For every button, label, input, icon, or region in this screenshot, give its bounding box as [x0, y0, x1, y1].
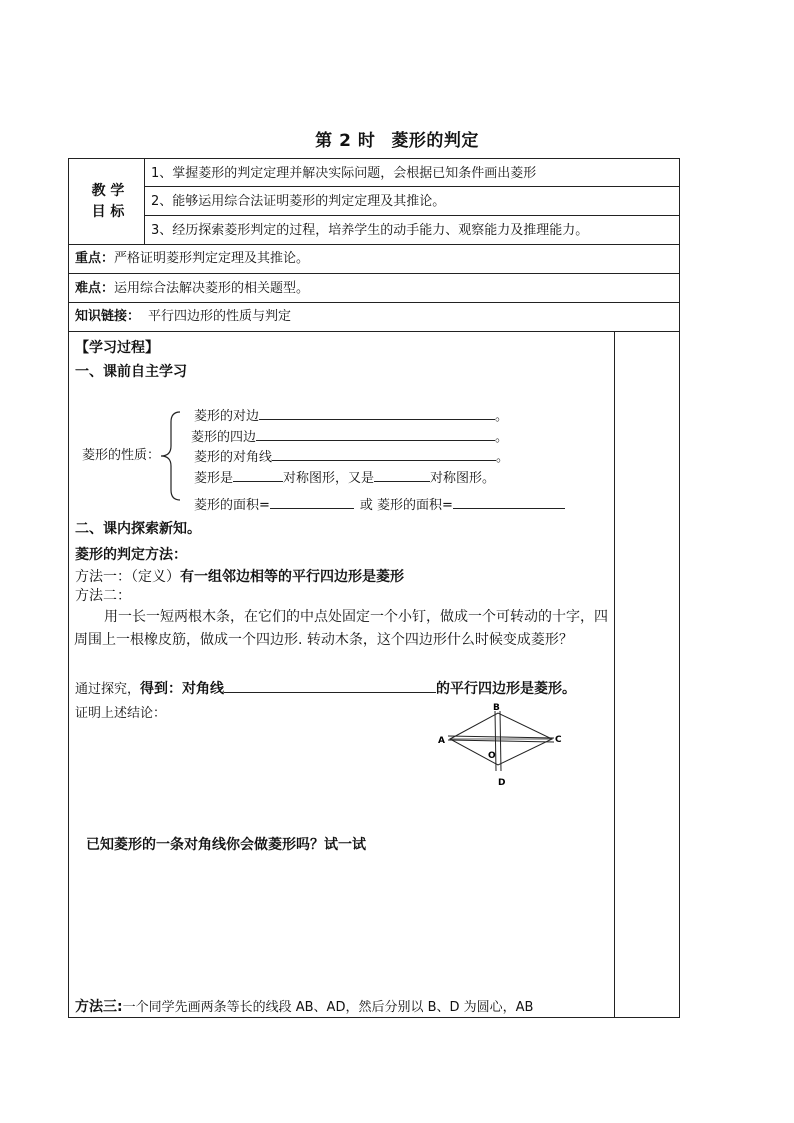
key-point-label: 重点： [75, 251, 115, 266]
method-1-label: 方法一：（定义） [75, 569, 180, 585]
prove-prompt: 证明上述结论： [75, 706, 167, 721]
property-label: 菱形的性质： [82, 448, 161, 463]
symmetry-label-a: 菱形是 [194, 471, 234, 486]
blank-opposite-sides[interactable] [259, 406, 495, 420]
area-label-b: 或 菱形的面积= [359, 498, 453, 513]
method-1 [75, 569, 404, 585]
knowledge-link-label: 知识链接： [75, 309, 141, 324]
property-four-sides [191, 427, 508, 446]
period-1: 。 [495, 409, 509, 424]
conclusion-a: 通过探究， [75, 682, 141, 697]
objective-divider-2 [144, 215, 680, 216]
page-title [0, 126, 794, 151]
objective-divider-1 [144, 186, 680, 187]
objective-label-divider [144, 158, 145, 244]
key-point-row [75, 251, 309, 267]
method-3 [75, 999, 533, 1016]
difficulty-row [75, 281, 309, 297]
label-c: C [555, 735, 562, 745]
difficulty-label: 难点： [75, 281, 115, 296]
property-diagonals [194, 447, 509, 466]
curly-brace [158, 410, 184, 502]
difficulty-text: 运用综合法解决菱形的相关题型。 [114, 281, 310, 296]
blank-symmetry-2[interactable] [374, 468, 430, 482]
label-a: A [438, 736, 445, 746]
objectives-label-line2: 目 标 [91, 204, 125, 220]
area-label-a: 菱形的面积= [194, 498, 270, 513]
property-area [194, 495, 565, 514]
blank-four-sides[interactable] [256, 427, 495, 441]
notes-column-divider [614, 331, 615, 1017]
property-four-sides-label: 菱形的四边 [191, 430, 257, 445]
period-2: 。 [495, 430, 509, 445]
process-header: 【学习过程】 [75, 340, 159, 356]
property-diagonals-label: 菱形的对角线 [194, 450, 273, 465]
objective-item-3: 3、经历探索菱形判定的过程，培养学生的动手能力、观察能力及推理能力。 [151, 223, 589, 238]
conclusion-c: 的平行四边形是菱形。 [436, 681, 577, 697]
title-part2: 菱形的判定 [391, 131, 479, 151]
title-part1: 第 2 时 [315, 131, 376, 151]
table-border-left [68, 158, 69, 1018]
property-symmetry [194, 468, 495, 487]
period-3: 。 [496, 450, 510, 465]
conclusion-row [75, 679, 576, 698]
method-1-text: 有一组邻边相等的平行四边形是菱形 [180, 569, 404, 585]
blank-symmetry-1[interactable] [233, 468, 283, 482]
objective-item-2: 2、能够运用综合法证明菱形的判定定理及其推论。 [151, 194, 446, 209]
conclusion-b: 得到：对角线 [140, 681, 225, 697]
label-b: B [493, 703, 500, 713]
blank-conclusion[interactable] [224, 679, 436, 693]
label-o: O [488, 751, 496, 761]
method-2-paragraph [74, 606, 614, 652]
objectives-label-line1: 教 学 [91, 183, 125, 199]
symmetry-label-c: 对称图形。 [430, 471, 496, 486]
row-divider-key [68, 244, 680, 245]
question: 已知菱形的一条对角线你会做菱形吗？试一试 [86, 837, 366, 853]
row-divider-link [68, 302, 680, 303]
methods-title: 菱形的判定方法： [75, 547, 187, 563]
method-3-text: 一个同学先画两条等长的线段 AB、AD，然后分别以 B、D 为圆心，AB [122, 1000, 534, 1015]
table-border-top [68, 158, 680, 159]
property-opposite-sides-label: 菱形的对边 [194, 409, 260, 424]
property-opposite-sides [194, 406, 508, 425]
blank-diagonals[interactable] [272, 447, 496, 461]
method-2-label: 方法二： [75, 588, 131, 604]
knowledge-link-text: 平行四边形的性质与判定 [148, 309, 292, 324]
method-2-paragraph-text: 用一长一短两根木条，在它们的中点处固定一个小钉，做成一个可转动的十字，四周围上一根橡皮筋，做成一个四边形. 转动木条，这个四边形什么时候变成菱形？ [74, 609, 608, 648]
row-divider-process [68, 331, 680, 332]
objective-item-1: 1、掌握菱形的判定定理并解决实际问题，会根据已知条件画出菱形 [151, 166, 537, 181]
method-3-label: 方法三: [75, 999, 123, 1015]
section-2-heading: 二、课内探索新知。 [75, 521, 201, 537]
key-point-text: 严格证明菱形判定定理及其推论。 [114, 251, 310, 266]
table-border-bottom [68, 1017, 680, 1018]
section-1-heading: 一、课前自主学习 [75, 364, 187, 380]
label-d: D [498, 778, 506, 788]
blank-area-2[interactable] [453, 495, 565, 509]
symmetry-label-b: 对称图形，又是 [283, 471, 375, 486]
knowledge-link-row [75, 309, 291, 325]
blank-area-1[interactable] [270, 495, 354, 509]
table-border-right [679, 158, 680, 1018]
row-divider-difficulty [68, 273, 680, 274]
rhombus-diagram [436, 700, 570, 792]
